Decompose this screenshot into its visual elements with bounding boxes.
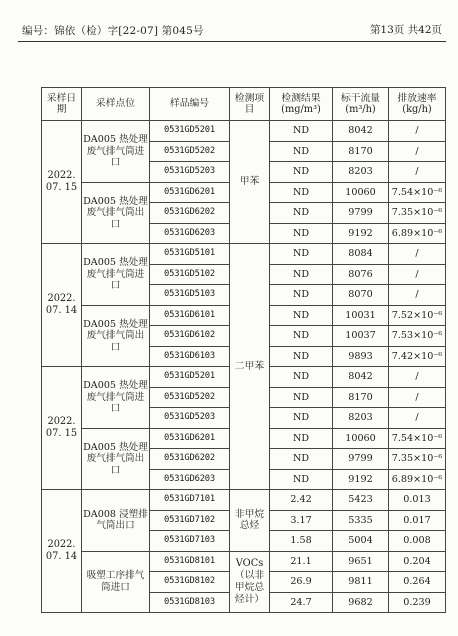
- flow-cell: 9799: [333, 203, 389, 224]
- flow-cell: 5004: [333, 531, 389, 552]
- sample-id-cell: 0531GD5101: [150, 244, 230, 265]
- result-cell: ND: [270, 449, 333, 470]
- sample-id-cell: 0531GD5203: [150, 162, 230, 183]
- table-row: [42, 121, 446, 142]
- results-table: [41, 87, 446, 613]
- column-header: 采样日期: [42, 88, 82, 121]
- result-cell: ND: [270, 408, 333, 429]
- result-cell: ND: [270, 346, 333, 367]
- flow-cell: 8042: [333, 121, 389, 142]
- result-cell: ND: [270, 141, 333, 162]
- rate-cell: /: [389, 367, 446, 388]
- rate-cell: 0.204: [389, 551, 446, 572]
- sample-id-cell: 0531GD7102: [150, 510, 230, 531]
- flow-cell: 8076: [333, 264, 389, 285]
- result-cell: ND: [270, 264, 333, 285]
- flow-cell: 8203: [333, 162, 389, 183]
- sample-id-cell: 0531GD6201: [150, 182, 230, 203]
- sample-id-cell: 0531GD6201: [150, 428, 230, 449]
- sampling-date-cell: 2022. 07. 15: [42, 367, 82, 490]
- flow-cell: 9682: [333, 592, 389, 613]
- table-row: [42, 490, 446, 511]
- column-header: 样品编号: [150, 88, 230, 121]
- flow-cell: 10060: [333, 428, 389, 449]
- sample-id-cell: 0531GD5202: [150, 141, 230, 162]
- flow-cell: 10060: [333, 182, 389, 203]
- result-cell: ND: [270, 367, 333, 388]
- result-cell: ND: [270, 162, 333, 183]
- rate-cell: 7.54×10⁻⁶: [389, 428, 446, 449]
- flow-cell: 5423: [333, 490, 389, 511]
- sampling-point-cell: DA005 热处理废气排气筒出口: [82, 182, 150, 244]
- rate-cell: 0.264: [389, 572, 446, 593]
- flow-cell: 5335: [333, 510, 389, 531]
- sampling-date-cell: 2022. 07. 15: [42, 121, 82, 244]
- flow-cell: 8170: [333, 141, 389, 162]
- result-cell: 3.17: [270, 510, 333, 531]
- sample-id-cell: 0531GD5103: [150, 285, 230, 306]
- sample-id-cell: 0531GD5202: [150, 387, 230, 408]
- sample-id-cell: 0531GD6203: [150, 469, 230, 490]
- result-cell: 24.7: [270, 592, 333, 613]
- table-row: [42, 244, 446, 265]
- rate-cell: /: [389, 264, 446, 285]
- column-header: 排放速率(kg/h): [389, 88, 446, 121]
- rate-cell: /: [389, 408, 446, 429]
- test-item-cell: 甲苯: [230, 121, 270, 244]
- flow-cell: 9799: [333, 449, 389, 470]
- sampling-date-cell: 2022. 07. 14: [42, 490, 82, 613]
- sample-id-cell: 0531GD6103: [150, 346, 230, 367]
- result-cell: ND: [270, 285, 333, 306]
- sampling-point-cell: DA005 热处理废气排气筒出口: [82, 305, 150, 367]
- column-header: 采样点位: [82, 88, 150, 121]
- rate-cell: /: [389, 162, 446, 183]
- rate-cell: 0.013: [389, 490, 446, 511]
- rate-cell: /: [389, 121, 446, 142]
- rate-cell: 7.53×10⁻⁶: [389, 326, 446, 347]
- table-row: [42, 551, 446, 572]
- column-header: 检测结果(mg/m³): [270, 88, 333, 121]
- result-cell: ND: [270, 121, 333, 142]
- rate-cell: 7.52×10⁻⁶: [389, 305, 446, 326]
- flow-cell: 8084: [333, 244, 389, 265]
- sample-id-cell: 0531GD8101: [150, 551, 230, 572]
- flow-cell: 9192: [333, 223, 389, 244]
- test-item-cell: 二甲苯: [230, 244, 270, 490]
- flow-cell: 8170: [333, 387, 389, 408]
- header-divider: [18, 41, 446, 42]
- sample-id-cell: 0531GD6202: [150, 449, 230, 470]
- result-cell: 2.42: [270, 490, 333, 511]
- sampling-point-cell: DA005 热处理废气排气筒进口: [82, 244, 150, 306]
- sample-id-cell: 0531GD5203: [150, 408, 230, 429]
- table-header-row: [42, 88, 446, 121]
- result-cell: ND: [270, 182, 333, 203]
- rate-cell: 7.54×10⁻⁶: [389, 182, 446, 203]
- rate-cell: /: [389, 387, 446, 408]
- sampling-point-cell: 吸塑工序排气筒进口: [82, 551, 150, 613]
- sample-id-cell: 0531GD5201: [150, 367, 230, 388]
- rate-cell: /: [389, 244, 446, 265]
- flow-cell: 8042: [333, 367, 389, 388]
- sample-id-cell: 0531GD8103: [150, 592, 230, 613]
- sample-id-cell: 0531GD7101: [150, 490, 230, 511]
- flow-cell: 8070: [333, 285, 389, 306]
- flow-cell: 8203: [333, 408, 389, 429]
- sample-id-cell: 0531GD5102: [150, 264, 230, 285]
- rate-cell: 7.35×10⁻⁶: [389, 203, 446, 224]
- table-body: [42, 121, 446, 613]
- flow-cell: 9893: [333, 346, 389, 367]
- result-cell: ND: [270, 469, 333, 490]
- result-cell: ND: [270, 305, 333, 326]
- flow-cell: 10037: [333, 326, 389, 347]
- result-cell: ND: [270, 387, 333, 408]
- rate-cell: 6.89×10⁻⁶: [389, 469, 446, 490]
- page-counter: 第13页 共42页: [369, 24, 442, 36]
- rate-cell: 7.42×10⁻⁶: [389, 346, 446, 367]
- sampling-point-cell: DA008 浸塑排气筒出口: [82, 490, 150, 552]
- flow-cell: 9651: [333, 551, 389, 572]
- result-cell: ND: [270, 244, 333, 265]
- sample-id-cell: 0531GD6203: [150, 223, 230, 244]
- result-cell: ND: [270, 223, 333, 244]
- rate-cell: 0.017: [389, 510, 446, 531]
- test-item-cell: 非甲烷总烃: [230, 490, 270, 552]
- rate-cell: 6.89×10⁻⁶: [389, 223, 446, 244]
- result-cell: ND: [270, 203, 333, 224]
- column-header: 标干流量(m³/h): [333, 88, 389, 121]
- sample-id-cell: 0531GD8102: [150, 572, 230, 593]
- sample-id-cell: 0531GD6101: [150, 305, 230, 326]
- test-item-cell: VOCs（以非甲烷总烃计）: [230, 551, 270, 613]
- result-cell: ND: [270, 428, 333, 449]
- sample-id-cell: 0531GD5201: [150, 121, 230, 142]
- rate-cell: /: [389, 141, 446, 162]
- sampling-point-cell: DA005 热处理废气排气筒进口: [82, 367, 150, 429]
- sample-id-cell: 0531GD6202: [150, 203, 230, 224]
- sampling-date-cell: 2022. 07. 14: [42, 244, 82, 367]
- result-cell: 21.1: [270, 551, 333, 572]
- sample-id-cell: 0531GD7103: [150, 531, 230, 552]
- result-cell: ND: [270, 326, 333, 347]
- sampling-point-cell: DA005 热处理废气排气筒出口: [82, 428, 150, 490]
- rate-cell: 0.008: [389, 531, 446, 552]
- column-header: 检测项目: [230, 88, 270, 121]
- sample-id-cell: 0531GD6102: [150, 326, 230, 347]
- flow-cell: 10031: [333, 305, 389, 326]
- rate-cell: 0.239: [389, 592, 446, 613]
- flow-cell: 9811: [333, 572, 389, 593]
- rate-cell: 7.35×10⁻⁶: [389, 449, 446, 470]
- flow-cell: 9192: [333, 469, 389, 490]
- result-cell: 26.9: [270, 572, 333, 593]
- result-cell: 1.58: [270, 531, 333, 552]
- rate-cell: /: [389, 285, 446, 306]
- sampling-point-cell: DA005 热处理废气排气筒进口: [82, 121, 150, 183]
- report-number: 编号：锦依（检）字[22-07] 第045号: [22, 25, 204, 37]
